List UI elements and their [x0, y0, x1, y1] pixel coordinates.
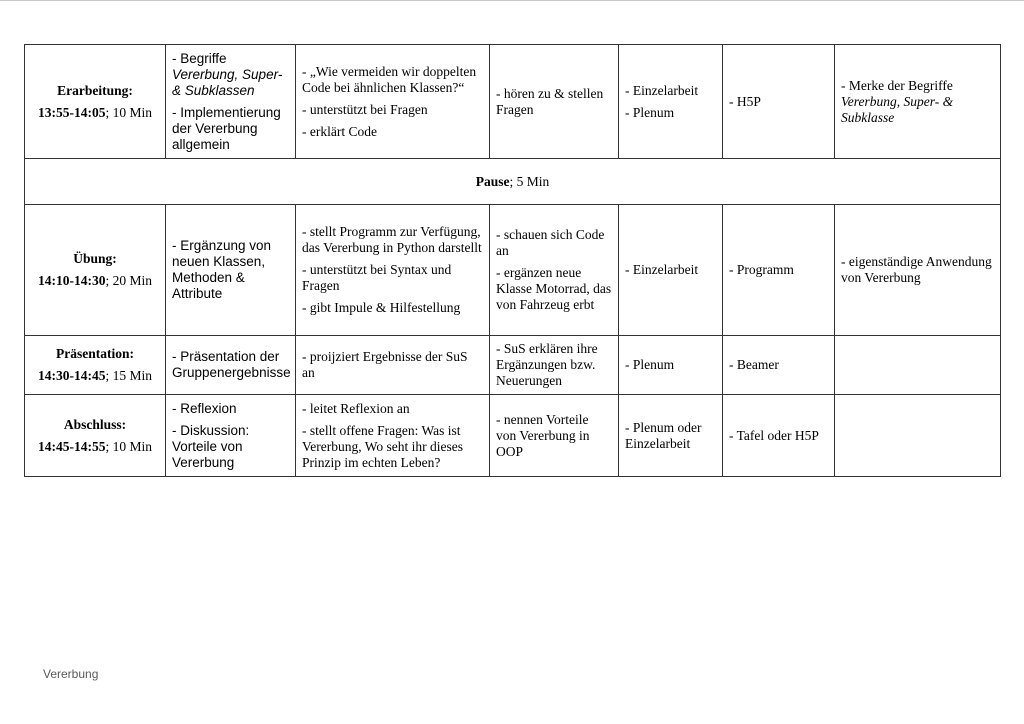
- phase-duration: ; 15 Min: [105, 368, 152, 383]
- social-form-cell: - Einzelarbeit - Plenum: [619, 45, 723, 159]
- goal-cell: - Merke der Begriffe Vererbung, Super- & Subklasse: [835, 45, 1001, 159]
- table-row-abschluss: [25, 395, 1001, 477]
- pause-cell: Pause; 5 Min: [25, 159, 1001, 205]
- phase-time: 14:45-14:55: [37, 438, 106, 454]
- phase-time: 14:10-14:30: [37, 273, 106, 288]
- goal-cell: - eigenständige Anwendung von Vererbung: [835, 205, 1001, 336]
- phase-name: Erarbeitung:: [57, 82, 133, 98]
- social-form-cell: - Plenum oder Einzelarbeit: [619, 395, 723, 477]
- phase-cell: [25, 336, 166, 395]
- phase-cell: [25, 45, 166, 159]
- phase-name: Übung:: [73, 251, 117, 266]
- phase-time: 13:55-14:05: [37, 104, 106, 120]
- page-footer: Vererbung: [43, 667, 99, 681]
- table-row-praesentation: [25, 336, 1001, 395]
- content-cell: - Reflexion - Diskussion: Vorteile von Vererbung: [166, 395, 296, 477]
- students-cell: - SuS erklären ihre Ergänzungen bzw. Neuerungen: [490, 336, 619, 395]
- phase-duration: ; 20 Min: [105, 273, 152, 288]
- media-cell: - Beamer: [723, 336, 835, 395]
- table-row-uebung: [25, 205, 1001, 336]
- media-cell: - Tafel oder H5P: [723, 395, 835, 477]
- students-cell: - schauen sich Code an - ergänzen neue Klasse Motorrad, das von Fahrzeug erbt: [490, 205, 619, 336]
- phase-time: 14:30-14:45: [37, 368, 106, 383]
- phase-duration: ; 10 Min: [105, 104, 152, 120]
- content-cell: - Begriffe Vererbung, Super- & Subklassen - Implementierung der Vererbung allgemein: [166, 45, 296, 159]
- phase-name: Präsentation:: [56, 346, 134, 361]
- table-row-pause: [25, 159, 1001, 205]
- table-row-erarbeitung: [25, 45, 1001, 159]
- goal-cell: [835, 336, 1001, 395]
- students-cell: - hören zu & stellen Fragen: [490, 45, 619, 159]
- teacher-cell: - leitet Reflexion an - stellt offene Fragen: Was ist Vererbung, Wo seht ihr dieses Prinzip im echten Leben?: [296, 395, 490, 477]
- phase-duration: ; 10 Min: [105, 438, 152, 454]
- phase-cell: [25, 205, 166, 336]
- teacher-cell: - stellt Programm zur Verfügung, das Vererbung in Python darstellt - unterstützt bei Syntax und Fragen - gibt Impule & Hilfestellung: [296, 205, 490, 336]
- teacher-cell: - proijziert Ergebnisse der SuS an: [296, 336, 490, 395]
- goal-cell: [835, 395, 1001, 477]
- media-cell: - H5P: [723, 45, 835, 159]
- social-form-cell: - Plenum: [619, 336, 723, 395]
- content-cell: - Ergänzung von neuen Klassen, Methoden & Attribute: [166, 205, 296, 336]
- phase-name: Abschluss:: [63, 416, 127, 432]
- media-cell: - Programm: [723, 205, 835, 336]
- teacher-cell: - „Wie vermeiden wir doppelten Code bei ähnlichen Klassen?“ - unterstützt bei Fragen - erklärt Code: [296, 45, 490, 159]
- students-cell: - nennen Vorteile von Vererbung in OOP: [490, 395, 619, 477]
- social-form-cell: - Einzelarbeit: [619, 205, 723, 336]
- lesson-plan-table: [24, 44, 1001, 477]
- page-top-border: [0, 0, 1024, 1]
- phase-cell: [25, 395, 166, 477]
- content-cell: - Präsentation der Gruppenergebnisse: [166, 336, 296, 395]
